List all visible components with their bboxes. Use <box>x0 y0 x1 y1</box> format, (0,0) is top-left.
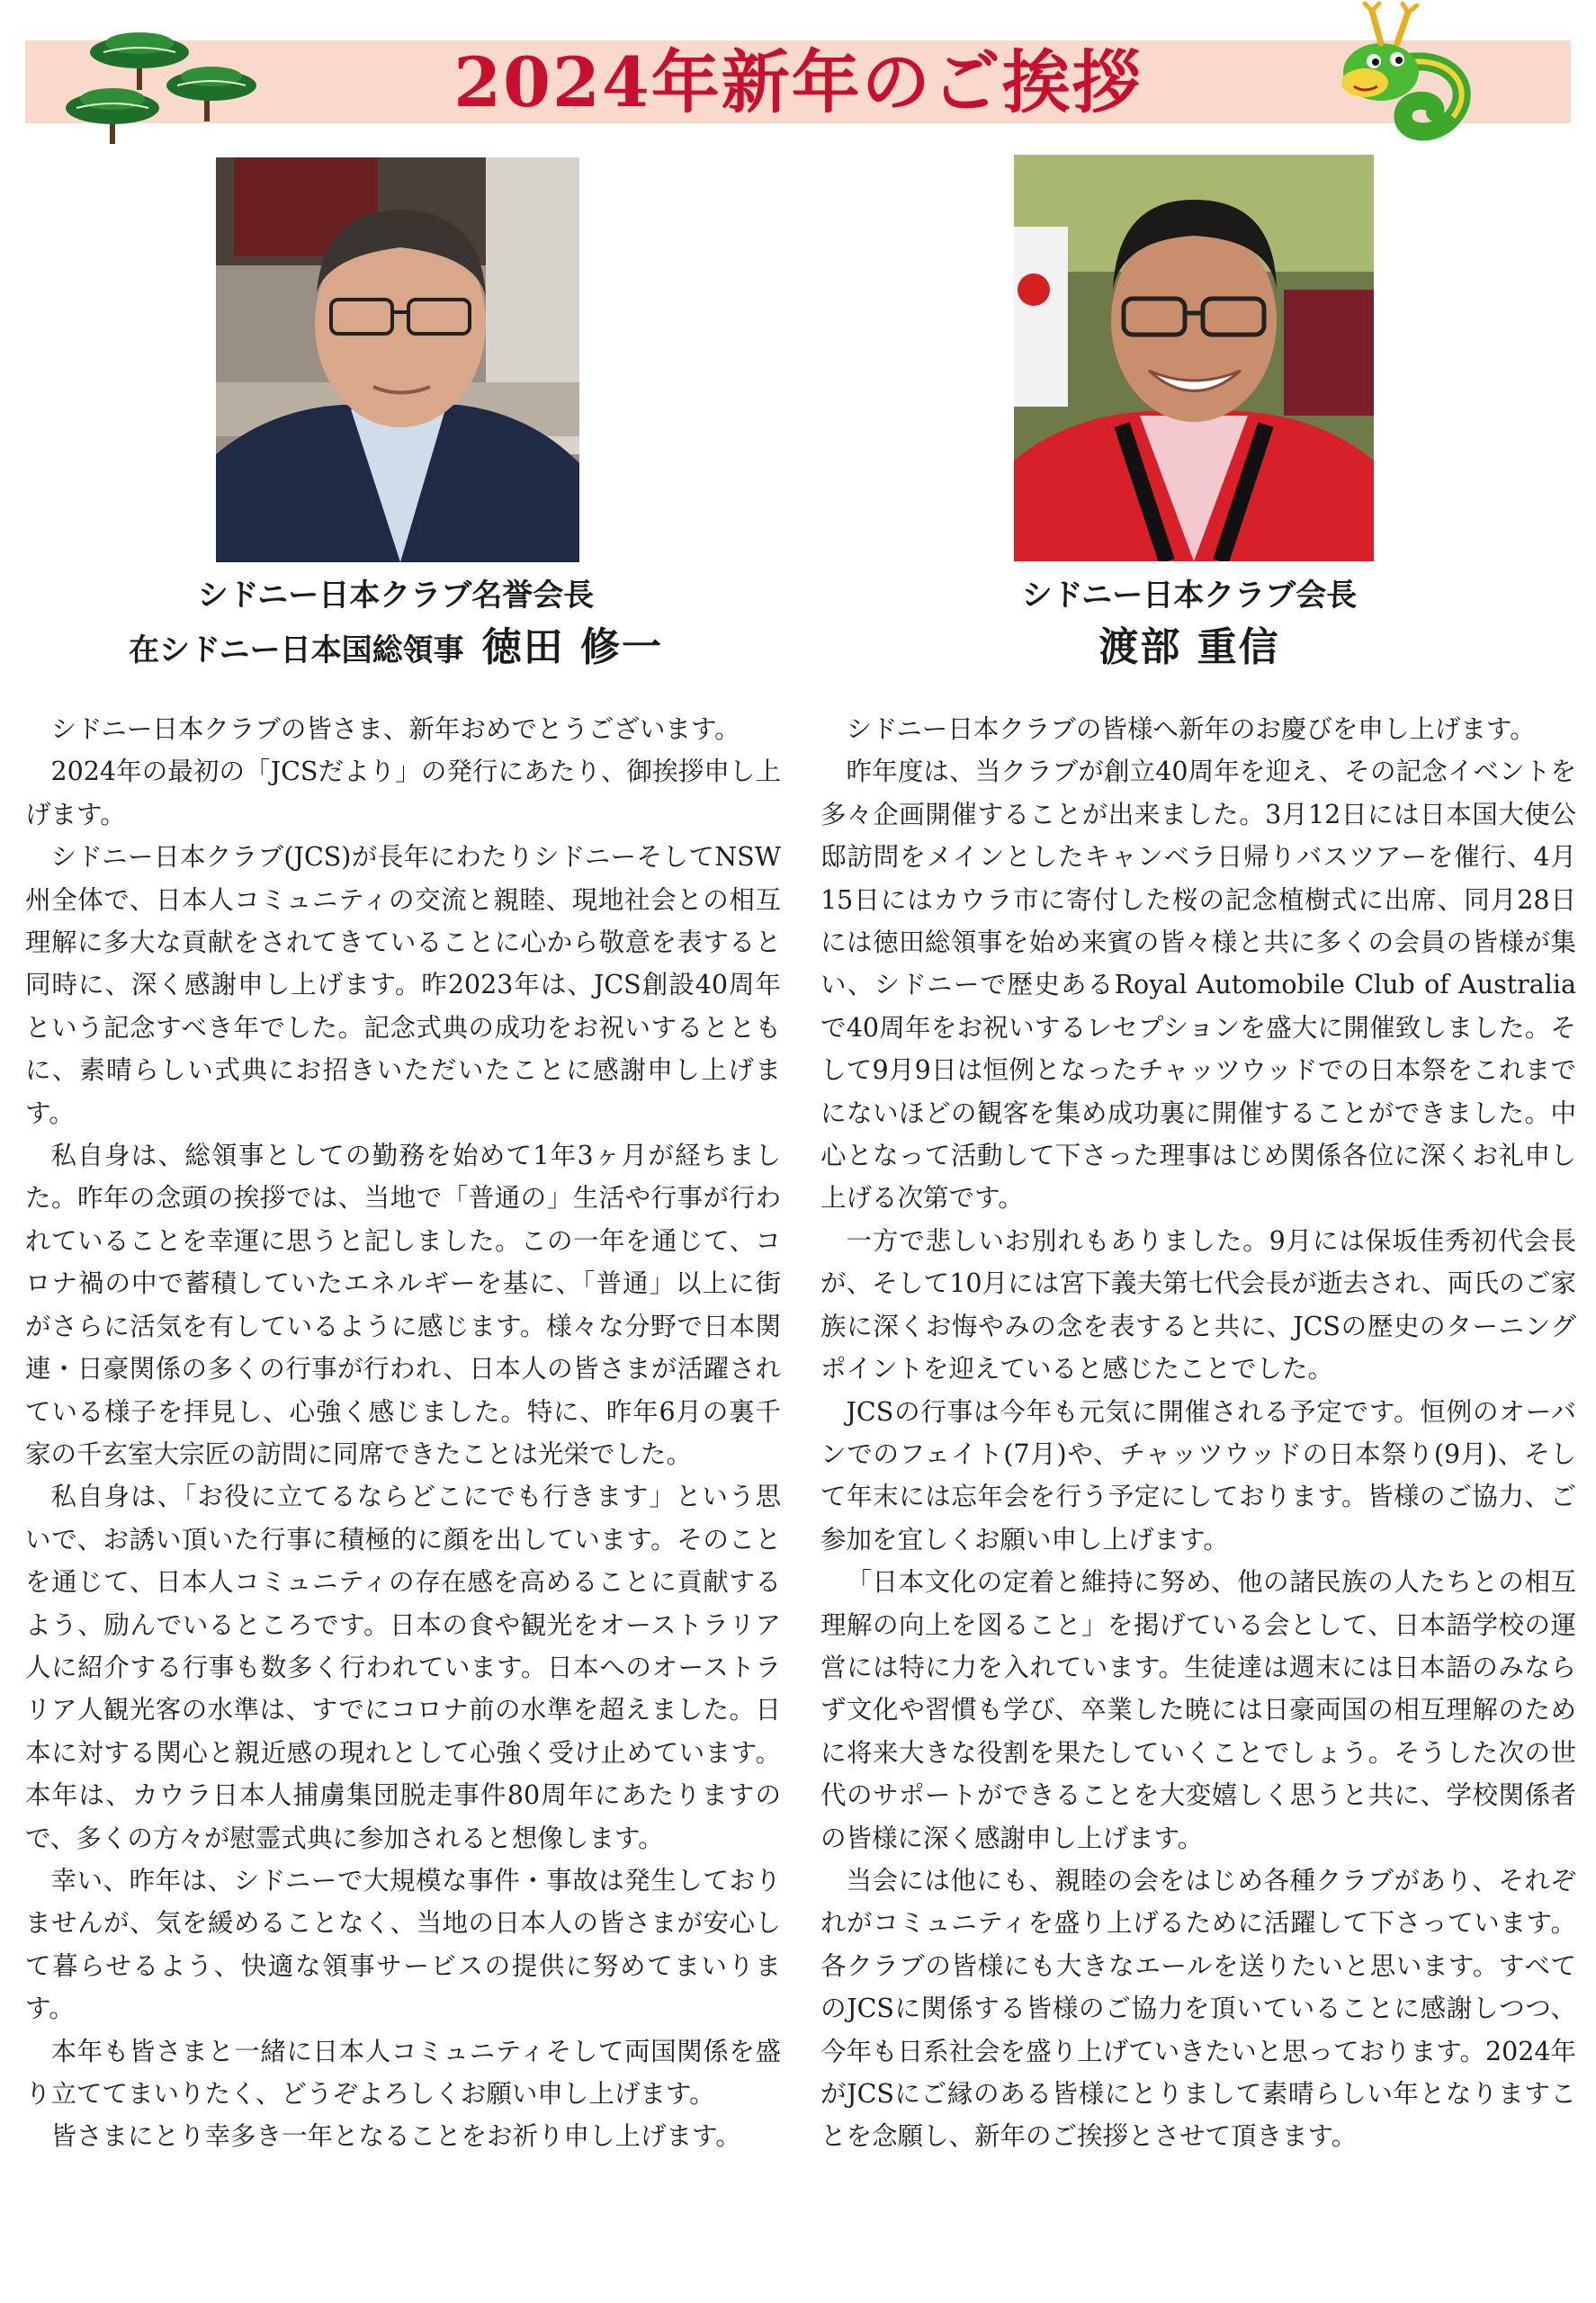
left-message-column <box>25 708 781 2158</box>
right-caption-title: シドニー日本クラブ会長 <box>1021 578 1358 614</box>
right-caption-name: 渡部 重信 <box>1098 624 1280 670</box>
paragraph: 私自身は、総領事としての勤務を始めて1年3ヶ月が経ちました。昨年の念頭の挨拶では、当地で「普通の」生活や行事が行われていることを幸運に思うと記しました。この一年を通じて、コロナ禍の中で蓄積していたエネルギーを基に、「普通」以上に街がさらに活気を有しているように感じます。様々な分野で日本関連・日豪関係の多くの行事が行われ、日本人の皆さまが活躍されている様子を拝見し、心強く感じました。特に、昨年6月の裏千家の千玄室大宗匠の訪問に同席できたことは光栄でした。 <box>25 1141 781 1469</box>
page-title: 2024年新年のご挨拶 <box>453 42 1143 122</box>
portrait-consul-general <box>216 157 579 562</box>
left-caption-role-text: 在シドニー日本国総領事 <box>129 632 464 668</box>
paragraph: 私自身は、「お役に立てるならどこにでも行きます」という思いで、お誘い頂いた行事に積極的に顔を出しています。そのことを通じて、日本人コミュニティの存在感を高めることに貢献するよう、励んでいるところです。日本の食や観光をオーストラリア人に紹介する行事も数多く行われています。日本へのオーストラリア人観光客の水準は、すでにコロナ前の水準を超えました。日本に対する関心と親近感の現れとして心強く受け止めています。本年は、カウラ日本人捕虜集団脱走事件80周年にあたりますので、多くの方々が慰霊式典に参加されると想像します。 <box>25 1482 781 1853</box>
paragraph: 一方で悲しいお別れもありました。9月には保坂佳秀初代会長が、そして10月には宮下義夫第七代会長が逝去され、両氏のご家族に深くお悔やみの念を表すると共に、JCSの歴史のターニングポイントを迎えていると感じたことでした。 <box>820 1225 1576 1384</box>
paragraph: シドニー日本クラブの皆様へ新年のお慶びを申し上げます。 <box>846 714 1536 744</box>
paragraph: 本年も皆さまと一緒に日本人コミュニティそして両国関係を盛り立ててまいりたく、どうぞよろしくお願い申し上げます。 <box>25 2036 781 2109</box>
paragraph: シドニー日本クラブ(JCS)が長年にわたりシドニーそしてNSW州全体で、日本人コミュニティの交流と親睦、現地社会との相互理解に多大な貢献をされてきていることに心から敬意を表すると同時に、深く感謝申し上げます。昨2023年は、JCS創設40周年という記念すべき年でした。記念式典の成功をお祝いするとともに、素晴らしい式典にお招きいただいたことに感謝申し上げます。 <box>25 842 781 1128</box>
paragraph: 皆さまにとり幸多き一年となることをお祈り申し上げます。 <box>50 2121 741 2152</box>
paragraph: 2024年の最初の「JCSだより」の発行にあたり、御挨拶申し上げます。 <box>25 757 781 829</box>
paragraph: 昨年度は、当クラブが創立40周年を迎え、その記念イベントを多々企画開催することが出来ました。3月12日には日本国大使公邸訪問をメインとしたキャンベラ日帰りバスツアーを催行、4月15日にはカウラ市に寄付した桜の記念植樹式に出席、同月28日には徳田総領事を始め来賓の皆々様と共に多くの会員の皆様が集い、シドニーで歴史あるRoyal Automobile Club of Australiaで40周年をお祝いするレセプションを盛大に開催致しました。そして9月9日は恒例となったチャッツウッドでの日本祭をこれまでにないほどの観客を集め成功裏に開催することができました。中心となって活動して下さった理事はじめ関係各位に深くお礼申し上げる次第です。 <box>820 757 1576 1214</box>
paragraph: 幸い、昨年は、シドニーで大規模な事件・事故は発生しておりませんが、気を緩めることなく、当地の日本人の皆さまが安心して暮らせるよう、快適な領事サービスの提供に努めてまいります。 <box>25 1865 781 2024</box>
paragraph: JCSの行事は今年も元気に開催される予定です。恒例のオーバンでのフェイト(7月)や、チャッツウッドの日本祭り(9月)、そして年末には忘年会を行う予定にしております。皆様のご協力、ご参加を宜しくお願い申し上げます。 <box>820 1396 1576 1555</box>
paragraph: 「日本文化の定着と維持に努め、他の諸民族の人たちとの相互理解の向上を図ること」を掲げている会として、日本語学校の運営には特に力を入れています。生徒達は週末には日本語のみならず文化や習慣も学び、卒業した暁には日豪両国の相互理解のために将来大きな役割を果たしていくことでしょう。そうした次の世代のサポートができることを大変嬉しく思うと共に、学校関係者の皆様に深く感謝申し上げます。 <box>820 1567 1576 1853</box>
left-caption-title: シドニー日本クラブ名誉会長 <box>197 578 595 614</box>
paragraph: 当会には他にも、親睦の会をはじめ各種クラブがあり、それぞれがコミュニティを盛り上げるために活躍して下さっています。各クラブの皆様にも大きなエールを送りたいと思います。すべてのJCSに関係する皆様のご協力を頂いていることに感謝しつつ、今年も日系社会を盛り上げていきたいと思っております。2024年がJCSにご縁のある皆様にとりまして素晴らしい年となりますことを念願し、新年のご挨拶とさせて頂きます。 <box>820 1865 1576 2152</box>
right-message-column <box>820 708 1576 2158</box>
paragraph: シドニー日本クラブの皆さま、新年おめでとうございます。 <box>50 714 740 744</box>
left-caption-role <box>36 623 756 676</box>
portrait-club-president <box>1014 155 1374 561</box>
left-caption-name: 徳田 修一 <box>481 624 663 670</box>
